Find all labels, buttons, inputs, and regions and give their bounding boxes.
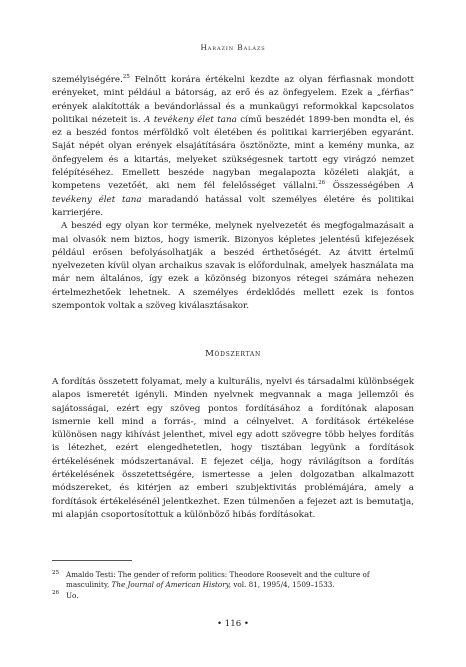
text-span: személyiségére. [52, 75, 123, 85]
body-text-top [52, 74, 414, 313]
footnote-25: 25 Amaldo Testi: The gender of reform politics: Theodore Roosevelt and the culture of masculinity, The Journal of American History, vol. 81, 1995/4, 1509–1533. [52, 569, 370, 590]
footnote-ref-26: 26 [318, 180, 326, 187]
footnote-divider [52, 560, 132, 561]
footnote-ref-25: 25 [122, 74, 130, 81]
page-number: • 116 • [216, 619, 249, 629]
text-span: Felnőtt korára értékelni kezdte az olyan férfiasnak mondott erényeket, mint például a bátorság, az erő és az önfegyelem. Ezek a „férfias” erények alakították a bevándorlással és a munkaügyi reformokkal kapcsolatos politikai nézeteit is. [52, 75, 414, 125]
footnote-text: vol. 81, 1995/4, 1509–1533. [231, 580, 335, 590]
running-head: Harazin Balázs [200, 43, 266, 52]
work-title-italic: A tevékeny élet tana [52, 181, 415, 205]
paragraph-methodology: A fordítás összetett folyamat, mely a kulturális, nyelvi és társadalmi különbségek alapos ismeretét igényli. Minden nyelvnek megvannak a maga jellemzői és sajátosságai, ezért egy szöveg pontos fordításához a fordítónak alaposan ismernie kell mind a forrás-, mind a célnyelvet. A fordítások értékelése különösen nagy kihívást jelenthet, mivel egy adott szövegre több helyes fordítás is létezhet, ezért elengedhetetlen, hogy tisztában legyünk a fordítások értékelésének módszertanával. E fejezet célja, hogy rávilágítson a fordítás értékelésének összetettségére, ismertesse a jelen dolgozatban alkalmazott módszereket, és kitérjen az emberi szubjektivitás problémájára, amely a fordítások értékelésénél jelentkezhet. Ezen túlmenően a fejezet azt is bemutatja, mi alapján csoportosítottuk a különböző hibás fordításokat. [52, 377, 414, 520]
footnote-text: Amaldo Testi: The gender of reform politics: Theodore Roosevelt and the culture of masculinity, [66, 570, 370, 590]
text-span: Összességében [325, 181, 408, 192]
footnotes [52, 570, 414, 601]
journal-title-italic: The Journal of American History, [111, 580, 232, 590]
footnote-text: Uo. [66, 590, 79, 600]
section-heading: Módszertan [205, 349, 261, 359]
work-title-italic: A tevékeny élet tana [144, 114, 237, 125]
paragraph-language: A beszéd egy olyan kor terméke, melynek nyelvezetét és megfogalmazásait a mai olvasók nem biztos, hogy ismerik. Bizonyos képletes jelentésű kifejezések például erősen befolyásolhatják a beszéd érthetőségét. Az átvitt értelmű nyelvezeten kívül olyan archaikus szavak is előfordulnak, amelyek használata ma már nem általános, így ezek a közönség bizonyos rétegei számára nehezen értelmezhetőek lehetnek. A személyes érdeklődés mellett ezek is fontos szempontok voltak a szöveg kiválasztásakor. [52, 221, 414, 312]
body-text-section [52, 376, 414, 522]
text-span: című beszédét 1899-ben mondta el, és ez a beszéd fontos mérföldkő volt életében és politikai karrierjében egyaránt. Saját népét olyan erények elsajátítására ösztönözte, mint a kemény munka, az önfegyelem és a kitartás, melyeket szükségesnek tartott egy virágzó nemzet felépítéséhez. Emellett beszéde nagyban megalapozta közéleti alakját, a kompetens vezetőét, aki nem fél felelősséget vállalni. [52, 114, 415, 192]
paragraph-roosevelt [52, 74, 414, 220]
text-span: maradandó hatással volt személyes életére és politikai karrierjére. [52, 194, 415, 218]
footnote-26: 26 Uo. [52, 590, 79, 600]
